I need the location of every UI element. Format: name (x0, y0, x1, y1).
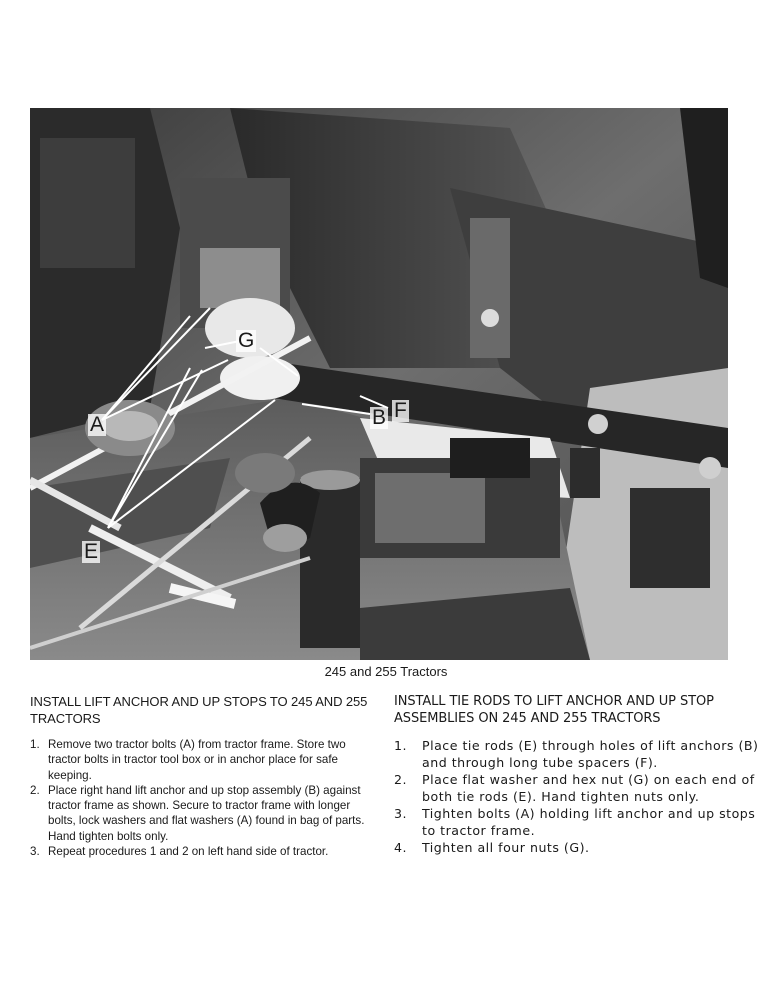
photo-caption: 245 and 255 Tractors (324, 664, 448, 679)
step-text: Remove two tractor bolts (A) from tractor frame. Store two tractor bolts in tractor tool box or in anchor place for safe keeping. (48, 738, 346, 782)
tractor-photo-illustration (30, 108, 728, 660)
left-section-heading: INSTALL LIFT ANCHOR AND UP STOPS TO 245 AND 255 TRACTORS (30, 694, 368, 726)
step-number: 2. (394, 772, 408, 787)
step-text: Place tie rods (E) through holes of lift anchors (B) and through long tube spacers (F). (422, 738, 759, 770)
callout-b: B (372, 406, 387, 429)
step-item (394, 839, 760, 856)
callout-f: F (394, 399, 407, 422)
step-item (394, 737, 760, 771)
step-item (30, 783, 370, 844)
right-step-list (394, 737, 760, 856)
step-item (394, 805, 760, 839)
left-section (30, 693, 370, 859)
step-text: Place right hand lift anchor and up stop assembly (B) against tractor frame as shown. Secure to tractor frame with longer bolts, lock washers and flat washers (A) found in bag of parts. Hand tighten bolts only. (48, 783, 365, 843)
step-text: Tighten all four nuts (G). (422, 840, 590, 855)
step-item (30, 737, 370, 783)
step-number: 3. (394, 806, 408, 821)
callout-e: E (84, 540, 99, 563)
step-text: Tighten bolts (A) holding lift anchor and up stops to tractor frame. (422, 806, 756, 838)
right-section-heading: INSTALL TIE RODS TO LIFT ANCHOR AND UP STOP ASSEMBLIES ON 245 AND 255 TRACTORS (394, 694, 714, 726)
step-number: 3. (30, 845, 40, 859)
callout-g: G (238, 329, 255, 352)
callout-a: A (90, 413, 105, 436)
tractor-photo (30, 108, 728, 660)
step-number: 1. (30, 738, 40, 751)
step-text: Repeat procedures 1 and 2 on left hand side of tractor. (48, 845, 329, 859)
step-number: 4. (394, 840, 408, 855)
step-number: 1. (394, 738, 408, 753)
step-item (30, 844, 370, 859)
step-item (394, 771, 760, 805)
step-number: 2. (30, 783, 40, 797)
step-text: Place flat washer and hex nut (G) on each end of both tie rods (E). Hand tighten nuts only. (422, 772, 755, 804)
left-step-list (30, 737, 370, 859)
right-section (394, 693, 760, 856)
